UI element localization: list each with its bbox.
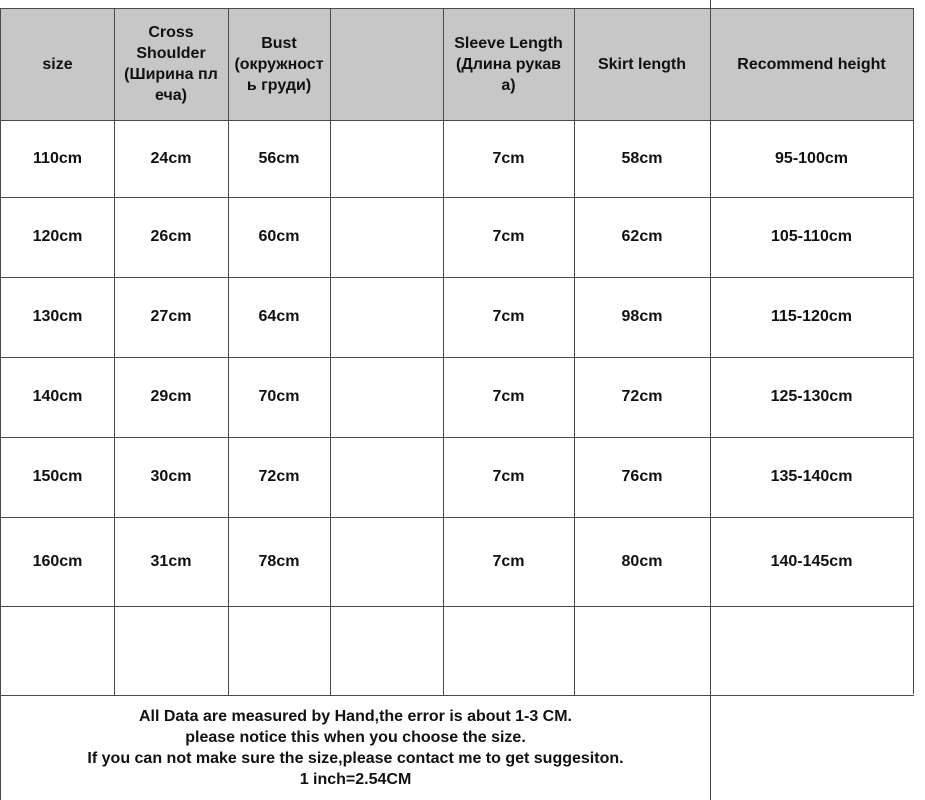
note-line-4: 1 inch=2.54CM: [299, 770, 412, 788]
cell-cross-shoulder: 26cm: [150, 228, 192, 245]
cell-skirt-length: 98cm: [621, 308, 663, 325]
cell-cross-shoulder: 29cm: [150, 388, 192, 405]
header-blank: [330, 8, 443, 120]
cell-size: 130cm: [32, 308, 83, 325]
grid-line-v: [913, 8, 914, 694]
cell-recommend-height: 140-145cm: [770, 552, 853, 570]
cell-bust: 56cm: [258, 149, 300, 167]
grid-line-v: [0, 8, 1, 800]
cell-blank: [330, 277, 443, 357]
grid-line-v: [228, 8, 229, 695]
cell-skirt-length: 62cm: [621, 228, 663, 245]
cell-blank: [330, 120, 443, 197]
cell-cross-shoulder: 30cm: [150, 468, 192, 485]
cell-sleeve-length: 7cm: [492, 149, 525, 167]
note-line-1: All Data are measured by Hand,the error is about 1-3 CM.: [138, 707, 572, 725]
cell-bust: 60cm: [258, 228, 300, 245]
cell-blank: [330, 357, 443, 437]
cell-bust: 72cm: [258, 468, 300, 485]
grid-line-v: [114, 8, 115, 695]
cell-recommend-height: 125-130cm: [770, 388, 853, 405]
grid-line-h: [0, 695, 914, 696]
header-size: size: [42, 55, 73, 73]
cell-blank: [330, 197, 443, 277]
cell-bust: 64cm: [258, 308, 300, 325]
cell-skirt-length: 80cm: [621, 552, 663, 570]
cell-cross-shoulder: 27cm: [150, 308, 192, 325]
header-recommend-height: Recommend height: [737, 55, 886, 73]
header-sleeve-length: Sleeve Length (Длина рукав а): [454, 34, 563, 94]
grid-line-h: [0, 517, 914, 518]
grid-line-h: [0, 277, 914, 278]
cell-sleeve-length: 7cm: [492, 552, 525, 570]
cell-sleeve-length: 7cm: [492, 308, 525, 325]
grid-line-h: [710, 8, 913, 9]
cell-recommend-height: 105-110cm: [771, 228, 852, 245]
grid-line-h: [0, 437, 914, 438]
cell-cross-shoulder: 24cm: [150, 149, 192, 167]
cell-skirt-length: 76cm: [621, 468, 663, 485]
cell-recommend-height: 115-120cm: [771, 308, 852, 325]
cell-size: 150cm: [32, 468, 83, 485]
note-line-3: If you can not make sure the size,please contact me to get suggesiton.: [87, 749, 624, 767]
grid-line-h: [0, 357, 914, 358]
cell-blank: [330, 437, 443, 517]
cell-bust: 70cm: [258, 388, 300, 405]
cell-size: 110cm: [33, 149, 82, 167]
cell-skirt-length: 72cm: [621, 388, 663, 405]
cell-size: 160cm: [32, 552, 83, 570]
header-top-strip: [710, 0, 913, 8]
cell-sleeve-length: 7cm: [492, 468, 525, 485]
cell-bust: 78cm: [258, 552, 300, 570]
cell-size: 140cm: [32, 388, 83, 405]
grid-line-v: [574, 8, 575, 695]
cell-recommend-height: 95-100cm: [775, 149, 848, 167]
header-bust: Bust (окружност ь груди): [234, 34, 324, 94]
grid-line-v: [330, 8, 331, 695]
grid-line-h: [0, 8, 710, 9]
grid-line-h: [0, 606, 914, 607]
cell-recommend-height: 135-140cm: [770, 468, 853, 485]
grid-line-v: [710, 0, 711, 800]
cell-sleeve-length: 7cm: [492, 228, 525, 245]
cell-blank: [330, 517, 443, 606]
cell-sleeve-length: 7cm: [492, 388, 525, 405]
cell-size: 120cm: [32, 228, 83, 245]
measurement-note: [1, 695, 710, 800]
cell-skirt-length: 58cm: [621, 149, 663, 167]
grid-line-v: [443, 8, 444, 695]
grid-line-h: [0, 197, 914, 198]
header-cross-shoulder: Cross Shoulder (Ширина пл еча): [124, 24, 218, 104]
grid-line-h: [0, 120, 914, 121]
header-skirt-length: Skirt length: [597, 55, 686, 73]
note-line-2: please notice this when you choose the size.: [185, 728, 526, 746]
cell-cross-shoulder: 31cm: [150, 552, 192, 570]
